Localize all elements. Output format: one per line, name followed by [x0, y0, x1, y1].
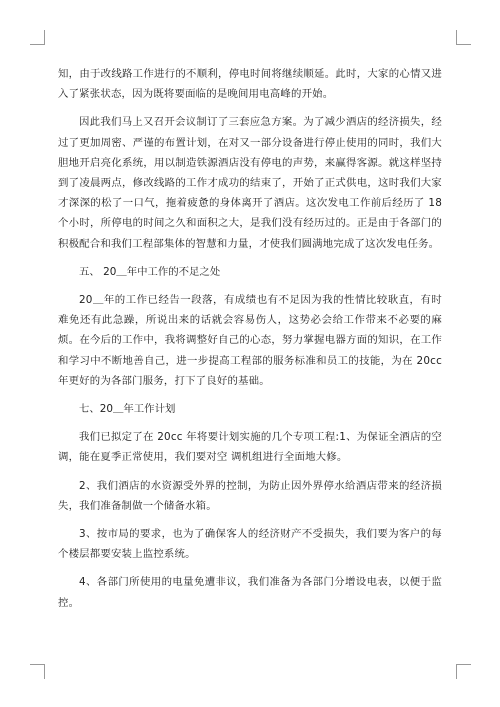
crop-mark-bottom-left — [30, 664, 45, 679]
paragraph-plan-item-4: 4、各部门所使用的电量免遭非议，我们准备为各部门分增设电表，以便于监控。 — [58, 576, 442, 609]
paragraph-plan-item-2: 2、我们酒店的水资源受外界的控制，为防止因外界停水给酒店带来的经济损失，我们准备制做一个储备水箱。 — [58, 479, 442, 512]
crop-mark-top-left — [30, 30, 45, 45]
document-body — [58, 64, 442, 621]
paragraph-continuation: 知，由于改线路工作进行的不顺利，停电时间将继续顺延。此时，大家的心情又进入了紧张状态，因为既将要面临的是晚间用电高峰的开始。 — [58, 68, 442, 101]
crop-mark-top-right — [456, 30, 471, 45]
section-heading-shortcomings: 五、 20＿年中工作的不足之处 — [79, 265, 221, 278]
paragraph-plan-intro: 我们已拟定了在 20cc 年将要计划实施的几个专项工程:1、为保证全酒店的空调，能在夏季正常使用，我们要对空 调机组进行全面地大修。 — [58, 431, 442, 464]
section-heading-work-plan: 七、20＿年工作计划 — [79, 403, 176, 416]
paragraph-plan-item-3: 3、按市局的要求，也为了确保客人的经济财产不受损失，我们要为客户的每个楼层都要安装上监控系统。 — [58, 528, 442, 561]
crop-mark-bottom-right — [456, 664, 471, 679]
paragraph-shortcomings: 20＿年的工作已经告一段落，有成绩也有不足因为我的性情比较耿直，有时难免还有此急躁，所说出来的话就会容易伤人，这势必会给工作带来不必要的麻烦。在今后的工作中，我将调整好自己的心态，努力掌握电器方面的知识，在工作和学习中不断地善自己，进一步提高工程部的服务标准和员工的技能，为在 20cc 年更好的为各部门服务，打下了良好的基础。 — [58, 294, 442, 387]
paragraph-emergency-plan: 因此我们马上又召开会议制订了三套应急方案。为了减少酒店的经济损失，经过了更加周密、严谨的布置计划，在对又一部分设备进行停止使用的同时，我们大胆地开启亮化系统，用以制造铁源酒店没有停电的声势，来赢得客源。就这样坚持到了凌晨两点，修改线路的工作才成功的结束了，开始了正式供电，这时我们大家才深深的松了一口气，拖着疲惫的身体离开了酒店。这次发电工作前后经历了 18 个小时，所停电的时间之久和面积之大，是我们没有经历过的。正是由于各部门的积极配合和我们工程部集体的智慧和力量，才使我们圆满地完成了这次发电任务。 — [58, 116, 442, 250]
